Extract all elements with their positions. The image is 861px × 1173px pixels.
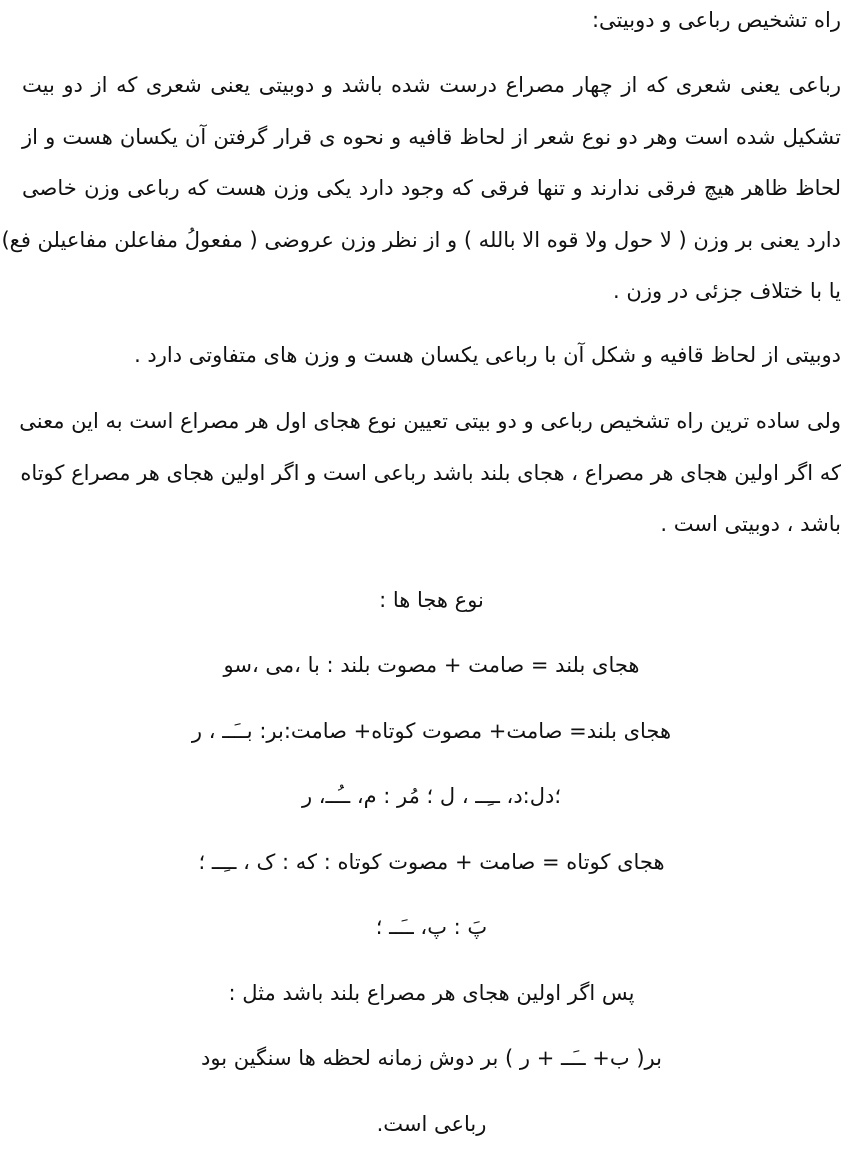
- short-syllable-rule: هجای کوتاه = صامت + مصوت کوتاه : که : ک ، ــِــ ؛: [22, 846, 841, 912]
- long-syllable-rule-2: هجای بلند= صامت+ مصوت کوتاه+ صامت:بر: بــَــ ، ر: [22, 715, 841, 781]
- paragraph-line: لحاظ ظاهر هیچ فرقی ندارند و تنها فرقی که وجود دارد یکی وزن هست که رباعی وزن خاصی: [22, 163, 841, 215]
- syllable-types-section: [22, 584, 841, 1173]
- long-syllable-rule-1: هجای بلند = صامت + مصوت بلند : با ،می ،سو: [22, 649, 841, 715]
- paragraph-line: یا با ختلاف جزئی در وزن .: [22, 266, 841, 318]
- syllable-types-heading: نوع هجا ها :: [22, 584, 841, 650]
- paragraph-line: دوبیتی از لحاظ قافیه و شکل آن با رباعی یکسان هست و وزن های متفاوتی دارد .: [22, 330, 841, 382]
- paragraph-line: باشد ، دوبیتی است .: [22, 499, 841, 551]
- paragraph-line: که اگر اولین هجای هر مصراع ، هجای بلند باشد رباعی است و اگر اولین هجای هر مصراع کوتاه: [22, 448, 841, 500]
- paragraph-line: ولی ساده ترین راه تشخیص رباعی و دو بیتی تعیین نوع هجای اول هر مصراع است به این معنی: [22, 396, 841, 448]
- paragraph-line: رباعی یعنی شعری که از چهار مصراع درست شده باشد و دوبیتی یعنی شعری که از دو بیت: [22, 60, 841, 112]
- example-intro: پس اگر اولین هجای هر مصراع بلند باشد مثل :: [22, 977, 841, 1043]
- paragraph-dobeiti-definition: [22, 330, 841, 382]
- short-syllable-example: پَ : پ، ــَــ ؛: [22, 911, 841, 977]
- document-title: راه تشخیص رباعی و دوبیتی:: [22, 4, 841, 36]
- example-verse: بر( ب+ ــَــ + ر ) بر دوش زمانه لحظه ها سنگین بود: [22, 1042, 841, 1108]
- paragraph-line: دارد یعنی بر وزن ( لا حول ولا قوه الا بالله ) و از نظر وزن عروضی ( مفعولُ مفاعلن مفاعیلن فع): [22, 215, 841, 267]
- paragraph-line: تشکیل شده است وهر دو نوع شعر از لحاظ قافیه و نحوه ی قرار گرفتن آن یکسان هست و از: [22, 112, 841, 164]
- example-conclusion: رباعی است.: [22, 1108, 841, 1173]
- paragraph-rubai-definition: [22, 60, 841, 318]
- paragraph-identification-method: [22, 396, 841, 551]
- long-syllable-examples: ؛دل:د، ــِــ ، ل ؛ مُر : م، ــُــ، ر: [22, 780, 841, 846]
